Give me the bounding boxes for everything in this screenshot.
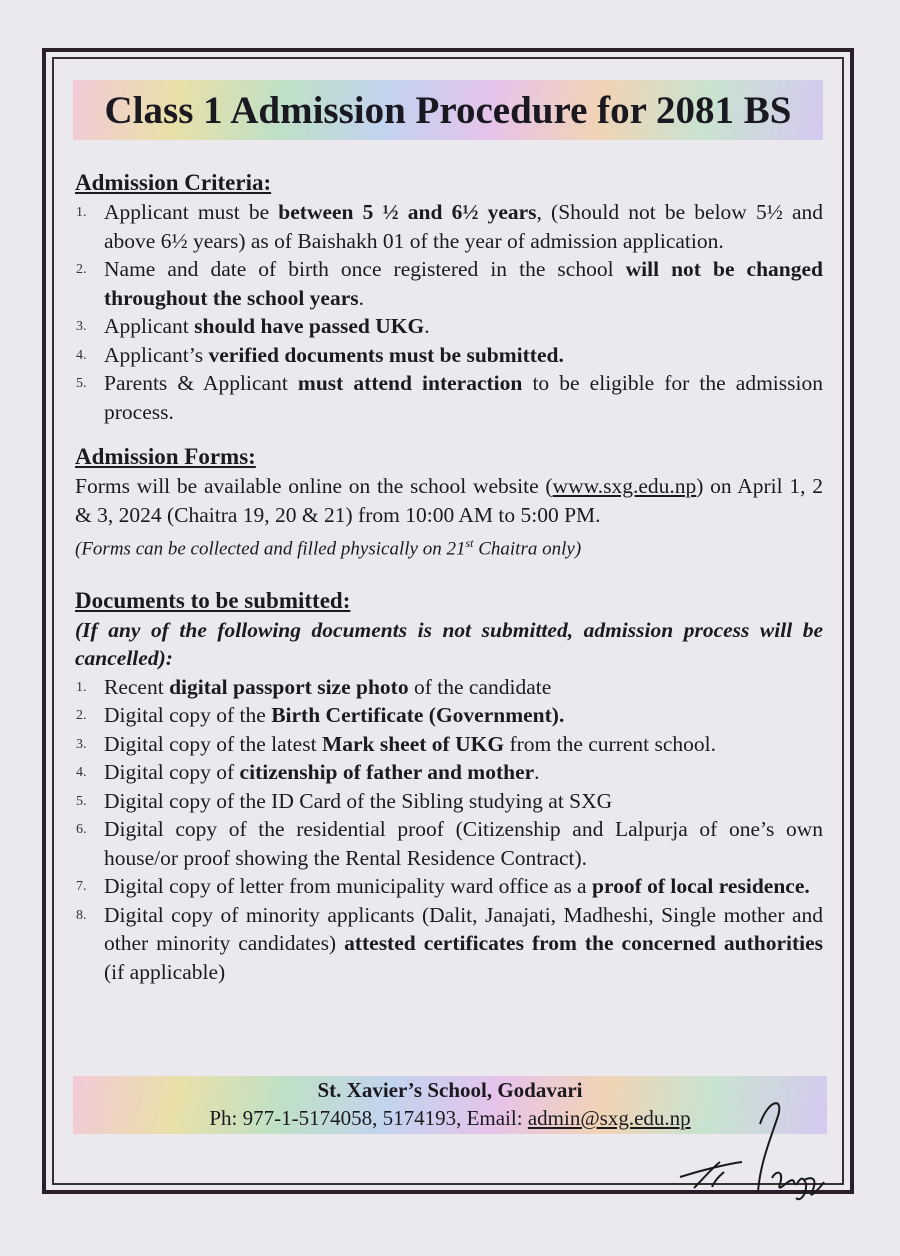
criteria-list [75, 198, 823, 426]
documents-heading: Documents to be submitted: [75, 587, 351, 613]
criteria-item: Applicant’s verified documents must be submitted. [104, 342, 564, 367]
document-item: Digital copy of the residential proof (Citizenship and Lalpurja of one’s own house/or proof showing the Rental Residence Contract). [104, 817, 823, 870]
criteria-item: Parents & Applicant must attend interaction to be eligible for the admission process. [104, 371, 823, 424]
document-item: Digital copy of minority applicants (Dalit, Janajati, Madheshi, Single mother and other minority candidates) attested certificates from the concerned authorities (if applicable) [104, 902, 823, 984]
document-item: Digital copy of citizenship of father and mother. [104, 760, 540, 785]
document-item: Digital copy of the latest Mark sheet of UKG from the current school. [104, 731, 717, 756]
criteria-heading: Admission Criteria: [75, 170, 272, 195]
documents-section [75, 586, 823, 987]
document-item: Digital copy of letter from municipality ward office as a proof of local residence. [104, 874, 810, 899]
document-item: Recent digital passport size photo of the candidate [104, 674, 552, 699]
document-item: Digital copy of the ID Card of the Sibling studying at SXG [104, 788, 613, 813]
page-title-text: Class 1 Admission Procedure for 2081 BS [104, 88, 792, 132]
website-link[interactable]: www.sxg.edu.np [552, 474, 697, 498]
criteria-item: Applicant must be between 5 ½ and 6½ years, (Should not be below 5½ and above 6½ years) as of Baishakh 01 of the year of admission application. [104, 200, 823, 253]
page-title [73, 80, 823, 140]
document-item: Digital copy of the Birth Certificate (Government). [104, 703, 565, 728]
criteria-item: Applicant should have passed UKG. [104, 314, 430, 338]
forms-physical-note: (Forms can be collected and filled physically on 21st Chaitra only) [75, 536, 582, 560]
notice-body [75, 168, 823, 986]
criteria-item: Name and date of birth once registered in the school will not be changed throughout the school years. [104, 257, 823, 310]
forms-heading: Admission Forms: [75, 444, 256, 469]
forms-availability-text: Forms will be available online on the school website (www.sxg.edu.np) on April 1, 2 & 3, 2024 (Chaitra 19, 20 & 21) from 10:00 AM to 5:00 PM. [75, 474, 824, 527]
signature [672, 1092, 832, 1212]
email-link[interactable]: admin@sxg.edu.np [527, 1106, 691, 1130]
documents-list [75, 673, 823, 987]
school-name: St. Xavier’s School, Godavari [317, 1078, 583, 1102]
admission-criteria-section [75, 168, 823, 426]
contact-line: Ph: 977-1-5174058, 5174193, Email: admin@sxg.edu.np [209, 1106, 691, 1130]
admission-forms-section [75, 442, 823, 564]
documents-warning: (If any of the following documents is not submitted, admission process will be cancelled): [75, 617, 823, 671]
